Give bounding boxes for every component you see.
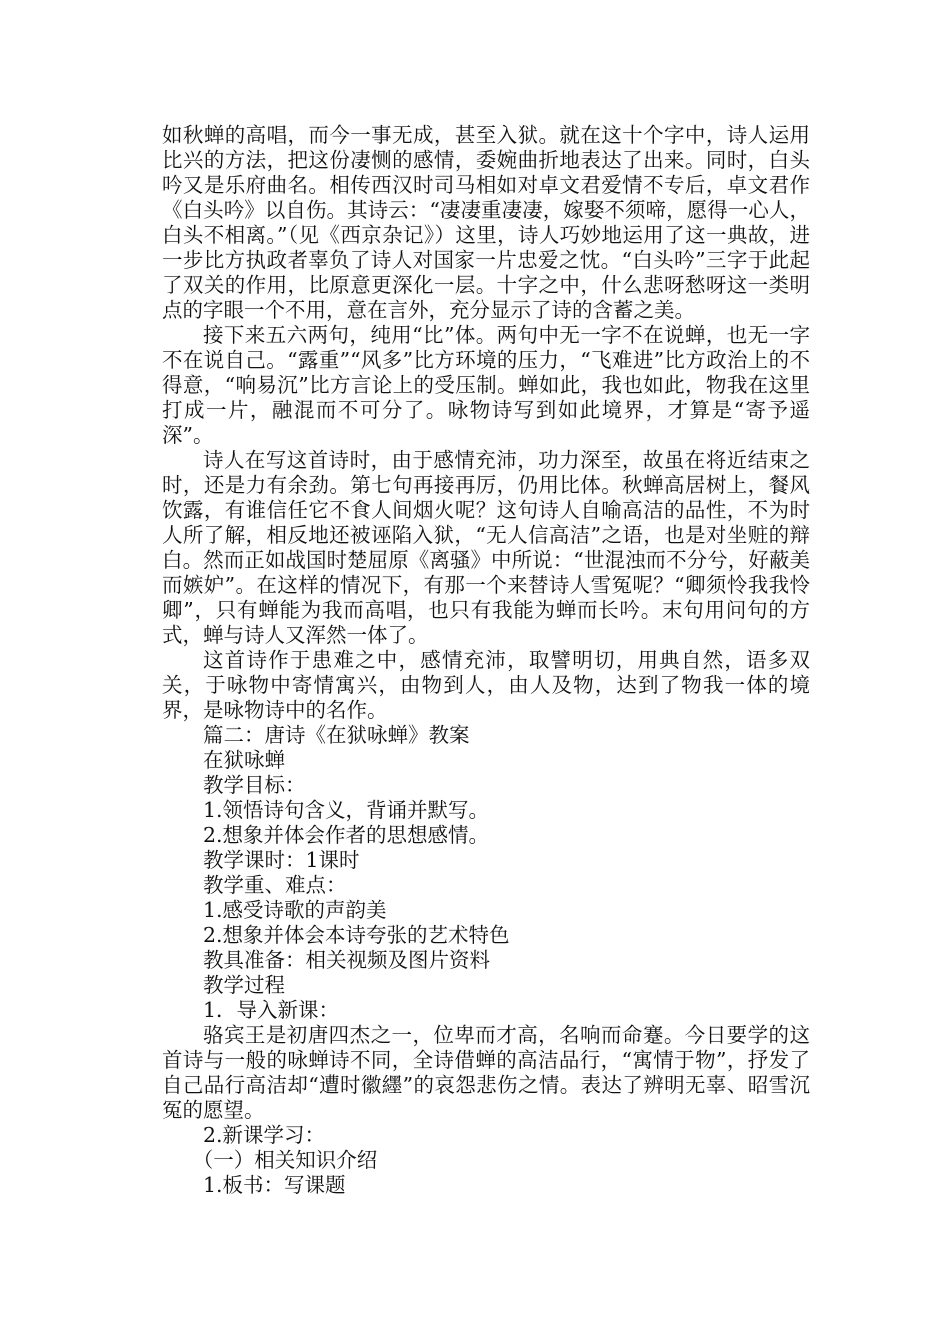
key-point-item: 2.想象并体会本诗夸张的艺术特色	[203, 923, 510, 947]
key-points-heading: 教学重、难点：	[203, 873, 347, 897]
teaching-goal-item: 2.想象并体会作者的思想感情。	[203, 823, 490, 847]
class-hours: 教学课时：1课时	[203, 848, 360, 872]
paragraph-lines-five-six: 接下来五六两句，纯用“比”体。两句中无一字不在说蝉，也无一字不在说自己。“露重”“风多”比方环境的压力，“飞难进”比方政治上的不得意，“响易沉”比方言论上的受压制。蝉如此，我也如此，物我在这里打成一片，融混而不可分了。咏物诗写到如此境界，才算是“寄予遥深”。	[162, 323, 810, 447]
blackboard-item: 1.板书：写课题	[203, 1173, 346, 1197]
teaching-goals-heading: 教学目标：	[203, 773, 306, 797]
teaching-goal-item: 1.领悟诗句含义，背诵并默写。	[203, 798, 490, 822]
key-point-item: 1.感受诗歌的声韵美	[203, 898, 387, 922]
section-heading-part-two: 篇二：唐诗《在狱咏蝉》教案	[203, 723, 470, 747]
document-body	[162, 123, 810, 1198]
teaching-materials: 教具准备：相关视频及图片资料	[203, 948, 490, 972]
paragraph-continued: 如秋蝉的高唱，而今一事无成，甚至入狱。就在这十个字中，诗人运用比兴的方法，把这份凄恻的感情，委婉曲折地表达了出来。同时，白头吟又是乐府曲名。相传西汉时司马相如对卓文君爱情不专后，卓文君作《白头吟》以自伤。其诗云：“凄凄重凄凄，嫁娶不须啼，愿得一心人，白头不相离。”（见《西京杂记》）这里，诗人巧妙地运用了这一典故，进一步比方执政者辜负了诗人对国家一片忠爱之忱。“白头吟”三字于此起了双关的作用，比原意更深化一层。十字之中，什么悲呀愁呀这一类明点的字眼一个不用，意在言外，充分显示了诗的含蓄之美。	[162, 123, 810, 322]
paragraph-line-seven: 诗人在写这首诗时，由于感情充沛，功力深至，故虽在将近结束之时，还是力有余劲。第七句再接再厉，仍用比体。秋蝉高居树上，餐风饮露，有谁信任它不食人间烟火呢？这句诗人自喻高洁的品性，不为时人所了解，相反地还被诬陷入狱，“无人信高洁”之语，也是对坐赃的辩白。然而正如战国时楚屈原《离骚》中所说：“世混浊而不分兮，好蔽美而嫉妒”。在这样的情况下，有那一个来替诗人雪冤呢？“卿须怜我我怜卿”，只有蝉能为我而高唱，也只有我能为蝉而长吟。末句用问句的方式，蝉与诗人又浑然一体了。	[162, 448, 810, 647]
new-lesson-heading: 2.新课学习：	[203, 1123, 326, 1147]
paragraph-summary: 这首诗作于患难之中，感情充沛，取譬明切，用典自然，语多双关，于咏物中寄情寓兴，由物到人，由人及物，达到了物我一体的境界，是咏物诗中的名作。	[162, 648, 810, 722]
teaching-process-heading: 教学过程	[203, 973, 285, 997]
lesson-intro-heading: 1．导入新课：	[203, 998, 340, 1022]
poem-title: 在狱咏蝉	[203, 748, 285, 772]
paragraph-lesson-intro: 骆宾王是初唐四杰之一，位卑而才高，名响而命蹇。今日要学的这首诗与一般的咏蝉诗不同，全诗借蝉的高洁品行，“寓情于物”，抒发了自己品行高洁却“遭时徽纆”的哀怨悲伤之情。表达了辨明无辜、昭雪沉冤的愿望。	[162, 1023, 810, 1122]
knowledge-intro-heading: （一）相关知识介绍	[192, 1148, 378, 1172]
